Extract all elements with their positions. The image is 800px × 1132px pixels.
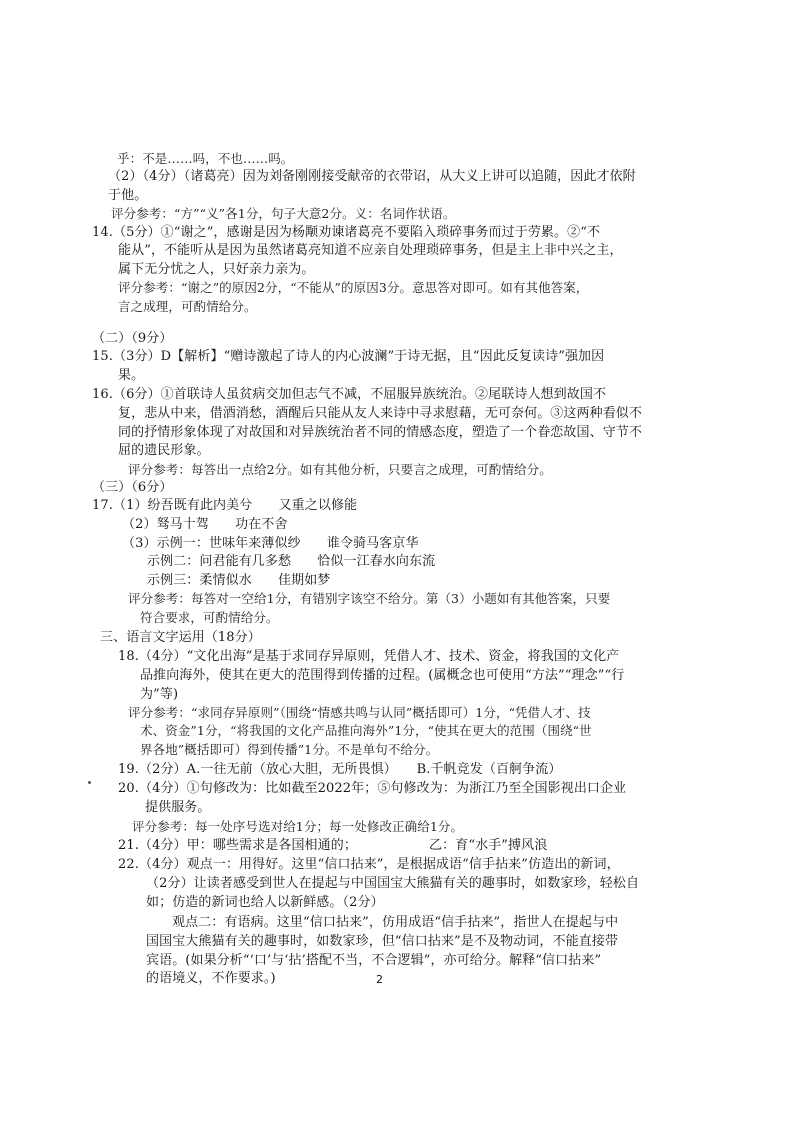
text-line: 评分参考：每一处序号选对给1分；每一处修改正确给1分。 (132, 819, 464, 834)
text-line: 14.（5分）①“谢之”，感谢是因为杨颙劝谏诸葛亮不要陷入琐碎事务而过于劳累。②“不 (92, 225, 601, 240)
text-line: （3）示例一：世味年来薄似纱 谁令骑马客京华 (122, 536, 419, 551)
section-heading: （二）（9分） (92, 331, 173, 346)
text-line: 15.（3分）D【解析】“赠诗激起了诗人的内心波澜”于诗无据，且“因此反复读诗”强加因 (92, 349, 605, 364)
text-line: 国国宝大熊猫有关的趣事时，如数家珍，但“信口拈来”是不及物动词，不能直接带 (146, 934, 618, 949)
scan-speck (88, 781, 91, 784)
text-line: 21.（4分）甲：哪些需求是各国相通的； 乙：育“水手”搏风浪 (118, 838, 548, 853)
text-line: 符合要求，可酌情给分。 (140, 610, 279, 625)
text-line: 19.（2分）A.一往无前（放心大胆，无所畏惧） B.千帆竞发（百舸争流） (118, 762, 562, 777)
text-line: 能从”，不能听从是因为虽然诸葛亮知道不应亲自处理琐碎事务，但是主上非中兴之主， (118, 243, 623, 258)
text-line: 乎：不是……吗，不也……吗。 (117, 151, 294, 166)
text-line: （2）驽马十驾 功在不舍 (122, 517, 288, 532)
text-line: 同的抒情形象体现了对故国和对异族统治者不同的情感态度，塑造了一个眷恋故国、守节不 (118, 425, 643, 440)
text-line: 宾语。(如果分析“‘口’与‘拈’搭配不当，不合逻辑”，亦可给分。解释“信口拈来” (146, 953, 602, 968)
text-line: 示例三：柔情似水 佳期如梦 (147, 573, 331, 588)
text-line: 屈的遗民形象。 (118, 443, 210, 458)
text-line: 18.（4分）“文化出海”是基于求同存异原则，凭借人才、技术、资金，将我国的文化产 (118, 649, 620, 664)
text-line: 的语境义，不作要求。) (146, 971, 276, 986)
text-line: 言之成理，可酌情给分。 (118, 299, 257, 314)
text-line: 为”等) (140, 687, 179, 702)
text-line: 品推向海外，使其在更大的范围得到传播的过程。(属概念也可使用“方法”“理念”“行 (140, 668, 625, 683)
text-line: （2分）让读者感受到世人在提起与中国国宝大熊猫有关的趣事时，如数家珍，轻松自 (146, 876, 640, 891)
text-line: 果。 (118, 368, 145, 383)
section-heading: （三）（6分） (92, 480, 173, 495)
text-line: 观点二：有语病。这里“信口拈来”，仿用成语“信手拈来”，指世人在提起与中 (172, 915, 619, 930)
text-line: 评分参考：“求同存异原则”（围绕“情感共鸣与认同”概括即可）1分，“凭借人才、技 (128, 705, 591, 720)
text-line: 属下无分忧之人，只好亲力亲为。 (118, 262, 315, 277)
text-line: 评分参考：每答出一点给2分。如有其他分析，只要言之成理，可酌情给分。 (128, 462, 552, 477)
text-line: 17.（1）纷吾既有此内美兮 又重之以修能 (92, 498, 358, 513)
text-line: 16.（6分）①首联诗人虽贫病交加但志气不减，不屈服异族统治。②尾联诗人想到故国不 (92, 387, 607, 402)
page-number: 2 (376, 973, 383, 986)
text-line: 复，悲从中来，借酒消愁，酒醒后只能从友人来诗中寻求慰藉，无可奈何。③这两种看似不 (118, 406, 643, 421)
text-line: 术、资金”1分，“将我国的文化产品推向海外”1分，“使其在更大的范围（围绕“世 (140, 723, 592, 738)
text-line: 示例二：问君能有几多愁 恰似一江春水向东流 (147, 554, 436, 569)
text-line: 评分参考：每答对一空给1分，有错别字该空不给分。第（3）小题如有其他答案，只要 (128, 591, 611, 606)
text-line: （2）（4分）（诸葛亮）因为刘备刚刚接受献帝的衣带诏，从大义上讲可以追随，因此才依附 (108, 169, 636, 184)
text-line: 22.（4分）观点一：用得好。这里“信口拈来”，是根据成语“信手拈来”仿造出的新词， (118, 857, 620, 872)
text-line: 如；仿造的新词也给人以新鲜感。（2分） (146, 895, 384, 910)
section-heading: 三、语言文字运用（18分） (100, 630, 261, 645)
text-line: 评分参考：“谢之”的原因2分，“不能从”的原因3分。意思答对即可。如有其他答案， (118, 280, 589, 295)
text-line: 评分参考：“方”“义”各1分，句子大意2分。义：名词作状语。 (111, 206, 456, 221)
text-line: 界各地”概括即可）得到传播”1分。不是单句不给分。 (140, 742, 439, 757)
text-line: 于他。 (108, 188, 148, 203)
text-line: 提供服务。 (145, 800, 211, 815)
text-line: 20.（4分）①句修改为：比如截至2022年；⑤句修改为：为浙江乃至全国影视出口企业 (118, 781, 627, 796)
